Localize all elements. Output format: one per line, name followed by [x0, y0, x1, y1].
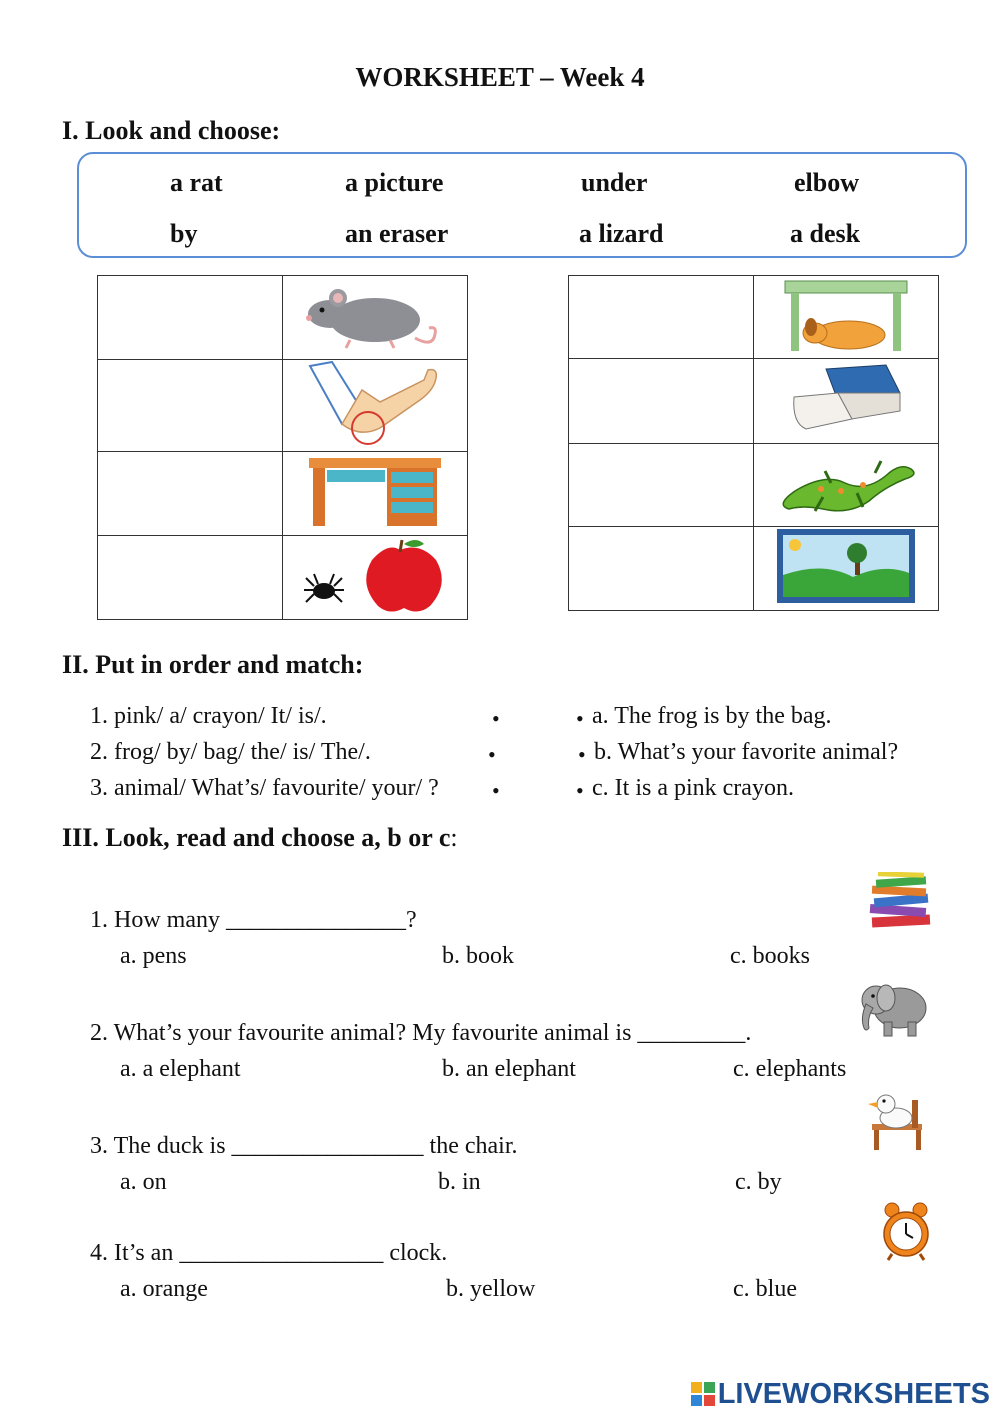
liveworksheets-logo — [691, 1378, 990, 1411]
section-2-heading: II. Put in order and match: — [62, 650, 364, 679]
answer-cell[interactable] — [98, 452, 283, 536]
answer-cell[interactable] — [569, 276, 754, 359]
option-b[interactable]: b. in — [438, 1169, 481, 1195]
order-item: 2. frog/ by/ bag/ the/ is/ The/. — [90, 739, 371, 765]
section-3-heading-colon: : — [450, 823, 458, 852]
answer-cell[interactable] — [98, 536, 283, 620]
clock-icon — [880, 1200, 932, 1262]
spider-by-apple-picture — [283, 536, 468, 620]
question-2: 2. What’s your favourite animal? My favourite animal is _________. — [90, 1020, 752, 1046]
word-bank-item: a rat — [170, 168, 223, 197]
logo-mark-icon — [691, 1382, 715, 1406]
lizard-picture — [754, 444, 939, 527]
word-bank-item: elbow — [794, 168, 859, 197]
answer-cell[interactable] — [98, 276, 283, 360]
answer-cell[interactable] — [569, 359, 754, 444]
option-b[interactable]: b. yellow — [446, 1276, 536, 1302]
match-dot-left[interactable]: • — [492, 778, 500, 803]
elephant-icon — [856, 978, 930, 1040]
answer-cell[interactable] — [569, 527, 754, 611]
option-b[interactable]: b. an elephant — [442, 1056, 576, 1082]
books-icon — [866, 872, 934, 930]
option-c[interactable]: c. blue — [733, 1276, 797, 1302]
match-dot-right[interactable]: • — [578, 742, 586, 767]
section-3-heading-text: III. Look, read and choose a, b or c — [62, 823, 451, 852]
match-dot-left[interactable]: • — [488, 742, 496, 767]
landscape-picture — [754, 527, 939, 611]
option-c[interactable]: c. books — [730, 943, 810, 969]
match-dot-right[interactable]: • — [576, 706, 584, 731]
option-c[interactable]: c. elephants — [733, 1056, 847, 1082]
duck-icon — [864, 1090, 930, 1152]
option-a[interactable]: a. on — [120, 1169, 167, 1195]
dog-under-table-picture — [754, 276, 939, 359]
eraser-picture — [754, 359, 939, 444]
match-answer: b. What’s your favorite animal? — [594, 739, 899, 765]
order-item: 3. animal/ What’s/ favourite/ your/ ? — [90, 775, 439, 801]
section-3-heading — [62, 823, 458, 853]
option-a[interactable]: a. orange — [120, 1276, 208, 1302]
word-bank-item: a lizard — [579, 219, 664, 248]
question-3: 3. The duck is ________________ the chair. — [90, 1133, 518, 1159]
picture-table-right — [568, 275, 939, 611]
match-dot-right[interactable]: • — [576, 778, 584, 803]
question-4: 4. It’s an _________________ clock. — [90, 1240, 448, 1266]
question-1: 1. How many _______________? — [90, 907, 417, 933]
logo-text: LIVEWORKSHEETS — [717, 1378, 990, 1410]
picture-table-left — [97, 275, 468, 620]
elbow-picture — [283, 360, 468, 452]
option-a[interactable]: a. a elephant — [120, 1056, 241, 1082]
word-bank-item: by — [170, 219, 198, 248]
option-b[interactable]: b. book — [442, 943, 514, 969]
order-item: 1. pink/ a/ crayon/ It/ is/. — [90, 703, 327, 729]
section-1-heading: I. Look and choose: — [62, 116, 281, 145]
word-bank-item: a desk — [790, 219, 861, 248]
option-c[interactable]: c. by — [735, 1169, 782, 1195]
answer-cell[interactable] — [98, 360, 283, 452]
match-dot-left[interactable]: • — [492, 706, 500, 731]
word-bank-item: an eraser — [345, 219, 449, 248]
desk-picture — [283, 452, 468, 536]
option-a[interactable]: a. pens — [120, 943, 187, 969]
word-bank-item: a picture — [345, 168, 444, 197]
rat-picture — [283, 276, 468, 360]
match-answer: c. It is a pink crayon. — [592, 775, 794, 801]
answer-cell[interactable] — [569, 444, 754, 527]
word-bank-item: under — [581, 168, 648, 197]
match-answer: a. The frog is by the bag. — [592, 703, 832, 729]
page-title: WORKSHEET – Week 4 — [355, 62, 645, 92]
